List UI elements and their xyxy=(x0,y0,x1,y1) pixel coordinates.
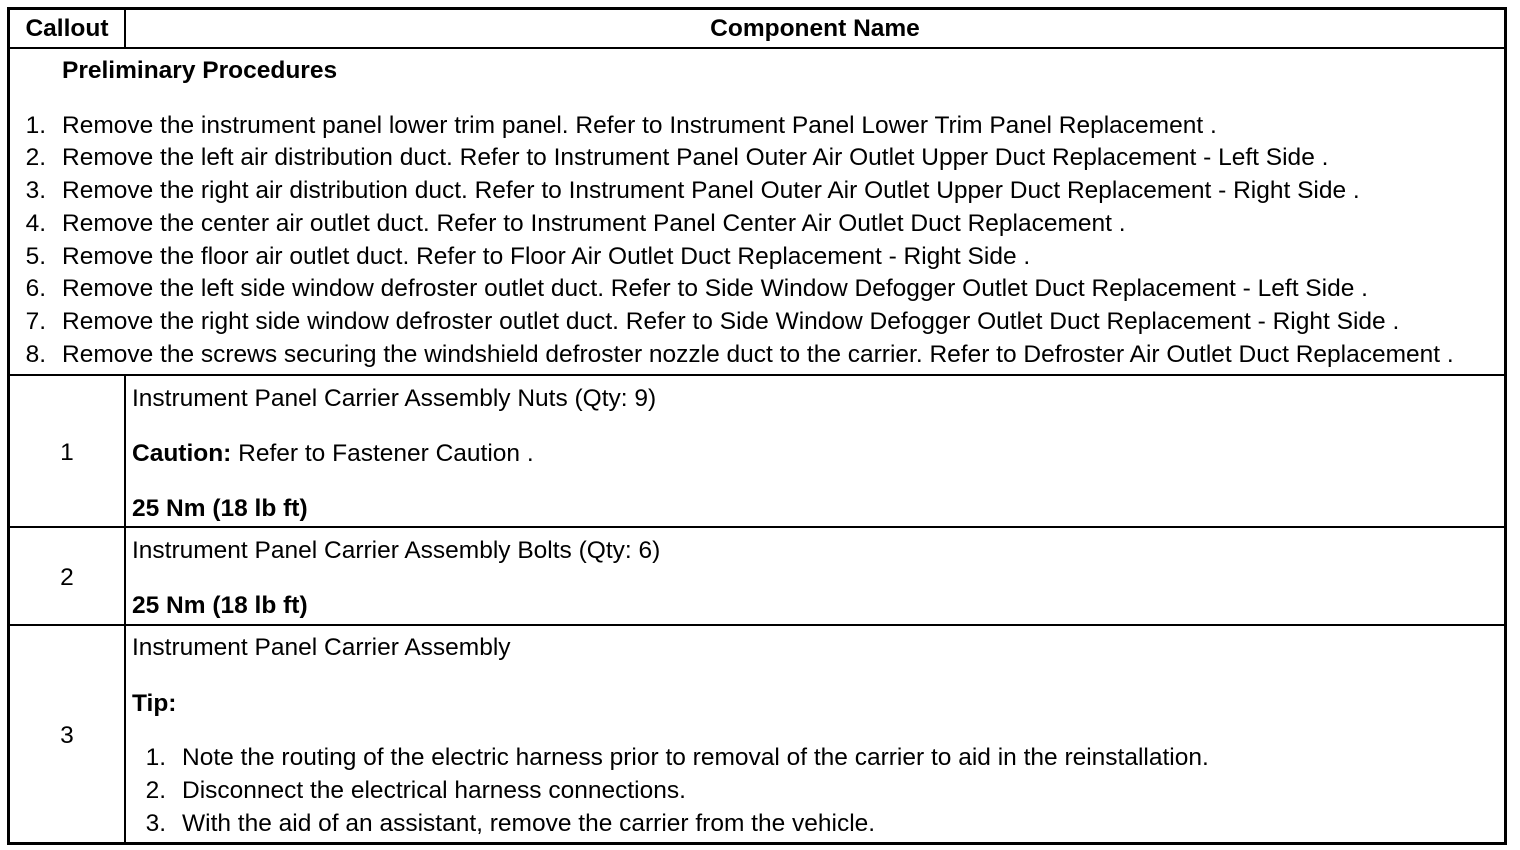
tip-label: Tip: xyxy=(132,689,177,717)
preliminary-steps-list xyxy=(10,110,1504,372)
step-text: Remove the right side window defroster outlet duct. Refer to Side Window Defogger Outlet Duct Replacement - Right Side . xyxy=(62,308,1400,336)
tip-text: Note the routing of the electric harness prior to removal of the carrier to aid in the reinstallation. xyxy=(182,743,1209,771)
component-name-cell xyxy=(126,528,1504,624)
torque-spec: 25 Nm (18 lb ft) xyxy=(132,591,308,619)
callout-number: 2 xyxy=(10,528,126,624)
callout-column-header: Callout xyxy=(10,10,126,47)
step-number: 3. xyxy=(25,177,46,205)
step-text: Remove the instrument panel lower trim panel. Refer to Instrument Panel Lower Trim Panel Replacement . xyxy=(62,111,1217,139)
list-item xyxy=(126,774,1426,807)
callout-number: 1 xyxy=(10,376,126,526)
tip-steps-list xyxy=(126,741,1426,840)
step-text: Remove the right air distribution duct. Refer to Instrument Panel Outer Air Outlet Upper Duct Replacement - Right Side . xyxy=(62,177,1360,205)
step-number: 5. xyxy=(25,242,46,270)
preliminary-procedures-title: Preliminary Procedures xyxy=(62,56,338,84)
step-text: Remove the center air outlet duct. Refer to Instrument Panel Center Air Outlet Duct Replacement . xyxy=(62,209,1126,237)
tip-text: Disconnect the electrical harness connections. xyxy=(182,776,686,804)
tip-number: 1. xyxy=(145,743,166,771)
table-row xyxy=(10,626,1504,842)
list-item xyxy=(10,273,1504,306)
tip-number: 3. xyxy=(145,809,166,837)
step-number: 6. xyxy=(25,275,46,303)
component-name: Instrument Panel Carrier Assembly xyxy=(132,633,511,661)
component-name-cell xyxy=(126,376,1504,526)
step-number: 2. xyxy=(25,144,46,172)
component-name: Instrument Panel Carrier Assembly Nuts (Qty: 9) xyxy=(132,384,657,412)
caution-note xyxy=(132,437,534,470)
component-name-cell xyxy=(126,626,1504,842)
list-item xyxy=(10,175,1504,208)
component-name: Instrument Panel Carrier Assembly Bolts (Qty: 6) xyxy=(132,536,661,564)
list-item xyxy=(10,142,1504,175)
table-header-row xyxy=(10,10,1504,49)
list-item xyxy=(10,306,1504,339)
step-text: Remove the floor air outlet duct. Refer to Floor Air Outlet Duct Replacement - Right Side . xyxy=(62,242,1031,270)
step-text: Remove the screws securing the windshield defroster nozzle duct to the carrier. Refer to Defroster Air Outlet Duct Replacement . xyxy=(62,340,1454,368)
callout-number: 3 xyxy=(10,626,126,842)
table-row xyxy=(10,376,1504,528)
table-row xyxy=(10,528,1504,626)
step-text: Remove the left side window defroster outlet duct. Refer to Side Window Defogger Outlet Duct Replacement - Left Side . xyxy=(62,275,1368,303)
step-number: 1. xyxy=(25,111,46,139)
step-number: 4. xyxy=(25,209,46,237)
list-item xyxy=(10,208,1504,241)
step-number: 7. xyxy=(25,308,46,336)
component-name-column-header: Component Name xyxy=(710,14,920,42)
list-item xyxy=(10,339,1504,372)
caution-text: Refer to Fastener Caution . xyxy=(238,439,534,467)
list-item xyxy=(10,110,1504,143)
torque-spec: 25 Nm (18 lb ft) xyxy=(132,494,308,522)
tip-text: With the aid of an assistant, remove the carrier from the vehicle. xyxy=(182,809,876,837)
preliminary-procedures-row xyxy=(10,49,1504,376)
caution-label: Caution: xyxy=(132,439,232,467)
tip-number: 2. xyxy=(145,776,166,804)
step-number: 8. xyxy=(25,340,46,368)
list-item xyxy=(10,241,1504,274)
list-item xyxy=(126,807,1426,840)
step-text: Remove the left air distribution duct. Refer to Instrument Panel Outer Air Outlet Upper Duct Replacement - Left Side . xyxy=(62,144,1329,172)
procedure-table xyxy=(7,7,1507,845)
list-item xyxy=(126,741,1426,774)
